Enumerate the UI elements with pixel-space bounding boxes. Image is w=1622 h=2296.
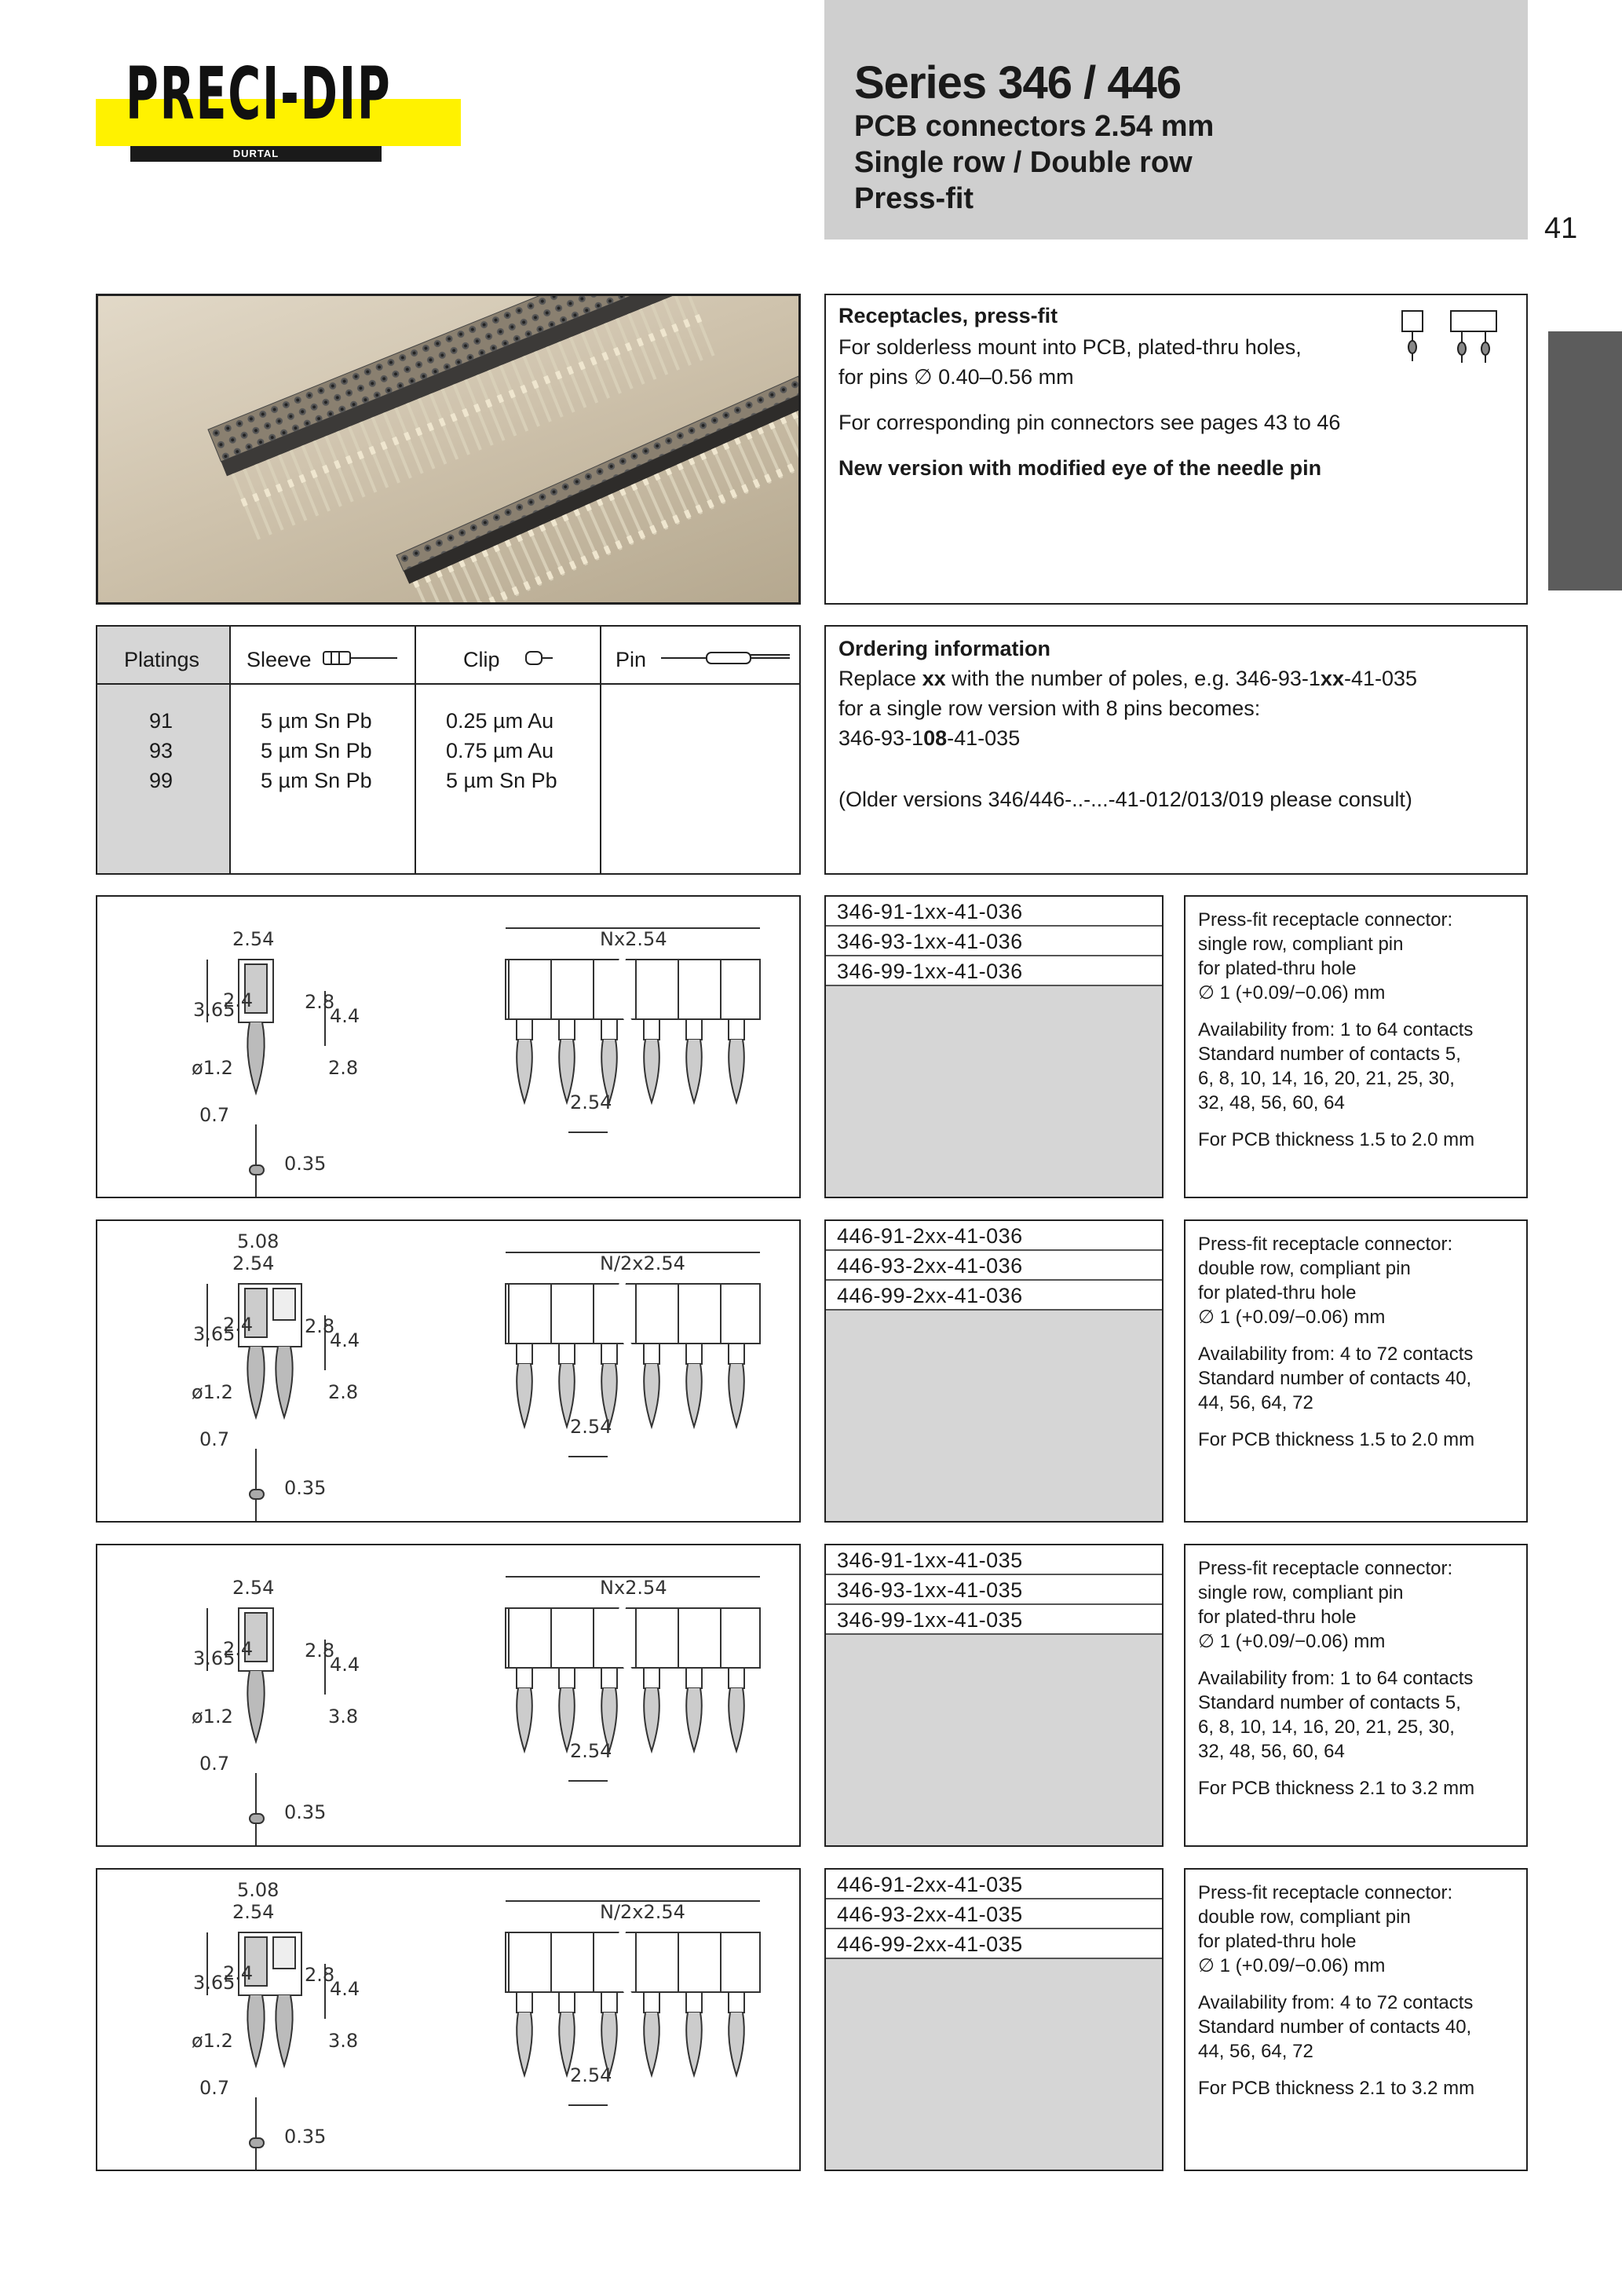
platings-table (96, 625, 801, 875)
intro-heading: Receptacles, press-fit (838, 304, 1058, 327)
part-number[interactable]: 446-99-2xx-41-035 (826, 1929, 1162, 1959)
pcb-thickness: For PCB thickness 1.5 to 2.0 mm (1198, 1429, 1475, 1450)
ordering-heading: Ordering information (838, 637, 1050, 660)
clip-91: 0.25 µm Au (446, 709, 554, 733)
availability-line: 44, 56, 64, 72 (1198, 1392, 1313, 1413)
clip-93: 0.75 µm Au (446, 739, 554, 762)
description-line: ∅ 1 (+0.09/−0.06) mm (1198, 1631, 1386, 1652)
dim-span: Nx2.54 (600, 1577, 667, 1599)
description-line: for plated-thru hole (1198, 1931, 1357, 1952)
page-number: 41 (1544, 212, 1578, 245)
sleeve-93: 5 µm Sn Pb (261, 739, 372, 762)
dim-g: 0.35 (284, 1153, 327, 1175)
intro-line-2: for pins ∅ 0.40–0.56 mm (838, 365, 1074, 389)
description-line: single row, compliant pin (1198, 934, 1404, 955)
technical-drawing (97, 1221, 799, 1521)
part-number[interactable]: 446-91-2xx-41-035 (826, 1870, 1162, 1899)
availability-line: Standard number of contacts 40, (1198, 1368, 1472, 1389)
dim-b: 2.4 (223, 1638, 254, 1660)
description-line: ∅ 1 (+0.09/−0.06) mm (1198, 1955, 1386, 1976)
sleeve-91: 5 µm Sn Pb (261, 709, 372, 733)
dim-g: 0.35 (284, 1477, 327, 1499)
dim-pitch: 2.54 (232, 928, 275, 950)
dim-f: 0.7 (199, 1428, 230, 1450)
pcb-thickness: For PCB thickness 2.1 to 3.2 mm (1198, 2078, 1475, 2099)
dim-g: 0.35 (284, 2126, 327, 2148)
dim-span: N/2x2.54 (600, 1252, 685, 1274)
availability-line: Availability from: 4 to 72 contacts (1198, 1344, 1474, 1365)
availability-line: 32, 48, 56, 60, 64 (1198, 1092, 1345, 1113)
description-line: Press-fit receptacle connector: (1198, 1882, 1453, 1903)
part-number[interactable]: 346-91-1xx-41-036 (826, 897, 1162, 927)
availability-line: 6, 8, 10, 14, 16, 20, 21, 25, 30, (1198, 1068, 1455, 1089)
dim-f: 0.7 (199, 1104, 230, 1126)
header-platings: Platings (124, 648, 200, 671)
dim-bottom-pitch: 2.54 (570, 1740, 612, 1762)
availability-line: Standard number of contacts 5, (1198, 1692, 1461, 1713)
dim-diameter: ø1.2 (192, 2030, 233, 2052)
part-number[interactable]: 346-93-1xx-41-035 (826, 1575, 1162, 1605)
dim-a: 3.65 (193, 999, 236, 1021)
availability-line: Availability from: 1 to 64 contacts (1198, 1019, 1474, 1040)
drawing-box (96, 1868, 801, 2171)
pin-icon (659, 647, 793, 669)
dim-pitch: 2.54 (232, 1901, 275, 1923)
dim-a: 3.65 (193, 1323, 236, 1345)
description-line: ∅ 1 (+0.09/−0.06) mm (1198, 982, 1386, 1004)
ordering-info-box (824, 625, 1528, 875)
series-title: Series 346 / 446 (854, 57, 1182, 108)
plating-code-93: 93 (149, 739, 174, 762)
availability-line: 44, 56, 64, 72 (1198, 2041, 1313, 2062)
part-number-box (824, 895, 1164, 1198)
description-line: ∅ 1 (+0.09/−0.06) mm (1198, 1307, 1386, 1328)
clip-99: 5 µm Sn Pb (446, 769, 557, 792)
part-number-box (824, 1544, 1164, 1847)
availability-line: 32, 48, 56, 60, 64 (1198, 1741, 1345, 1762)
dim-b: 2.4 (223, 989, 254, 1011)
dim-d: 4.4 (330, 1978, 360, 2000)
dim-c: 2.8 (305, 1640, 335, 1662)
part-number[interactable]: 446-93-2xx-41-035 (826, 1899, 1162, 1929)
part-number[interactable]: 346-93-1xx-41-036 (826, 927, 1162, 956)
product-description-box (1184, 1544, 1528, 1847)
availability-line: 6, 8, 10, 14, 16, 20, 21, 25, 30, (1198, 1717, 1455, 1738)
dim-f: 0.7 (199, 2077, 230, 2099)
part-number[interactable]: 346-99-1xx-41-035 (826, 1605, 1162, 1635)
pcb-thickness: For PCB thickness 1.5 to 2.0 mm (1198, 1129, 1475, 1150)
series-subtitle-2: Single row / Double row (854, 146, 1193, 179)
product-photo (96, 294, 801, 605)
technical-drawing (97, 1870, 799, 2170)
dim-span: Nx2.54 (600, 928, 667, 950)
dim-diameter: ø1.2 (192, 1057, 233, 1079)
ordering-line-3: 346-93-108-41-035 (838, 726, 1021, 750)
description-line: for plated-thru hole (1198, 1282, 1357, 1303)
connector-icons (1399, 306, 1509, 377)
dim-c: 2.8 (305, 1315, 335, 1337)
dim-c: 2.8 (305, 991, 335, 1013)
plating-code-91: 91 (149, 709, 174, 733)
pcb-thickness: For PCB thickness 2.1 to 3.2 mm (1198, 1778, 1475, 1799)
part-number[interactable]: 446-99-2xx-41-036 (826, 1281, 1162, 1311)
part-number-box (824, 1868, 1164, 2171)
intro-line-1: For solderless mount into PCB, plated-thru holes, (838, 335, 1302, 359)
dim-diameter: ø1.2 (192, 1706, 233, 1727)
dim-f: 0.7 (199, 1753, 230, 1775)
dim-diameter: ø1.2 (192, 1381, 233, 1403)
dim-bottom-pitch: 2.54 (570, 1091, 612, 1113)
dim-b: 2.4 (223, 1962, 254, 1984)
dim-e: 2.8 (328, 1057, 359, 1079)
intro-box (824, 294, 1528, 605)
dim-e: 2.8 (328, 1381, 359, 1403)
series-subtitle-3: Press-fit (854, 182, 974, 215)
intro-line-3: For corresponding pin connectors see pages 43 to 46 (838, 411, 1341, 434)
dim-span: N/2x2.54 (600, 1901, 685, 1923)
product-description-box (1184, 1219, 1528, 1523)
ordering-line-2: for a single row version with 8 pins becomes: (838, 696, 1261, 720)
dim-bottom-pitch: 2.54 (570, 1416, 612, 1438)
plating-code-99: 99 (149, 769, 174, 792)
dim-pitch: 2.54 (232, 1577, 275, 1599)
series-subtitle-1: PCB connectors 2.54 mm (854, 110, 1215, 143)
dim-a: 3.65 (193, 1972, 236, 1994)
part-number[interactable]: 446-91-2xx-41-036 (826, 1221, 1162, 1251)
header-clip: Clip (463, 648, 500, 671)
intro-line-4: New version with modified eye of the needle pin (838, 456, 1322, 480)
product-description-box (1184, 895, 1528, 1198)
ordering-line-4: (Older versions 346/446-..-...-41-012/013/019 please consult) (838, 788, 1412, 811)
technical-drawing (97, 1545, 799, 1845)
part-number-box (824, 1219, 1164, 1523)
dim-e: 3.8 (328, 1706, 359, 1727)
sleeve-icon (322, 647, 400, 669)
description-line: Press-fit receptacle connector: (1198, 909, 1453, 930)
availability-line: Availability from: 1 to 64 contacts (1198, 1668, 1474, 1689)
dim-pitch: 2.54 (232, 1252, 275, 1274)
header-sleeve: Sleeve (247, 648, 312, 671)
clip-icon (524, 647, 556, 669)
dim-d: 4.4 (330, 1654, 360, 1676)
description-line: for plated-thru hole (1198, 958, 1357, 979)
availability-line: Standard number of contacts 5, (1198, 1044, 1461, 1065)
part-number[interactable]: 446-93-2xx-41-036 (826, 1251, 1162, 1281)
description-line: for plated-thru hole (1198, 1607, 1357, 1628)
description-line: Press-fit receptacle connector: (1198, 1558, 1453, 1579)
dim-c: 2.8 (305, 1964, 335, 1986)
drawing-box (96, 1544, 801, 1847)
product-description-box (1184, 1868, 1528, 2171)
technical-drawing (97, 897, 799, 1197)
description-line: Press-fit receptacle connector: (1198, 1234, 1453, 1255)
dim-a: 3.65 (193, 1647, 236, 1669)
dim-g: 0.35 (284, 1801, 327, 1823)
availability-line: Availability from: 4 to 72 contacts (1198, 1992, 1474, 2013)
ordering-line-1: Replace xx with the number of poles, e.g. 346-93-1xx-41-035 (838, 667, 1418, 690)
dim-bottom-pitch: 2.54 (570, 2064, 612, 2086)
part-number[interactable]: 346-91-1xx-41-035 (826, 1545, 1162, 1575)
sleeve-99: 5 µm Sn Pb (261, 769, 372, 792)
drawing-box (96, 1219, 801, 1523)
brand-logo: PRECI-DIP (126, 52, 392, 136)
availability-line: Standard number of contacts 40, (1198, 2016, 1472, 2038)
dim-pitch2: 5.08 (237, 1879, 279, 1901)
brand-logo-sub: DURTAL (130, 146, 382, 162)
connector-photo-illustration (98, 296, 798, 602)
dim-b: 2.4 (223, 1314, 254, 1336)
description-line: single row, compliant pin (1198, 1582, 1404, 1603)
dim-e: 3.8 (328, 2030, 359, 2052)
part-number[interactable]: 346-99-1xx-41-036 (826, 956, 1162, 986)
drawing-box (96, 895, 801, 1198)
dim-d: 4.4 (330, 1329, 360, 1351)
header-pin: Pin (616, 648, 647, 671)
side-section-tab (1548, 331, 1622, 590)
dim-pitch2: 5.08 (237, 1230, 279, 1252)
dim-d: 4.4 (330, 1005, 360, 1027)
description-line: double row, compliant pin (1198, 1258, 1411, 1279)
description-line: double row, compliant pin (1198, 1907, 1411, 1928)
